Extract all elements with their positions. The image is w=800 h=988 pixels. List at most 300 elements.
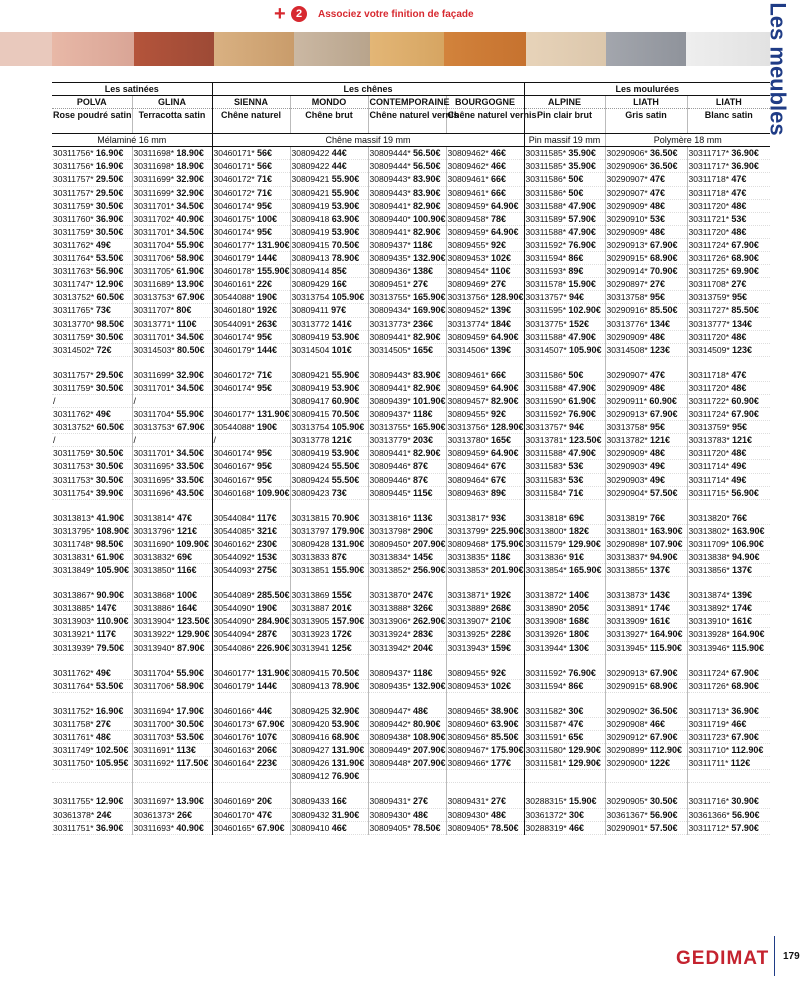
table-row	[52, 394, 770, 407]
finish-name: Chêne brut	[290, 109, 368, 134]
price-cell: 30313855* 137€	[605, 564, 687, 577]
price-cell: 30460164* 223€	[212, 757, 290, 770]
price-cell: 30313887 201€	[290, 602, 368, 615]
price-cell: 30809413 78.90€	[290, 252, 368, 265]
price-cell: 30460168* 109.90€	[213, 487, 290, 498]
price-cell: 30809415 70.50€	[290, 667, 368, 680]
price-cell	[212, 770, 290, 783]
price-cell: 30311757* 29.50€	[52, 186, 132, 199]
price-cell: 30313888* 326€	[368, 602, 446, 615]
price-cell: 30313928* 164.90€	[687, 628, 770, 641]
table-row	[52, 731, 770, 744]
price-cell: 30809449* 207.90€	[369, 745, 446, 756]
table-row	[52, 551, 770, 564]
price-table	[52, 82, 770, 835]
price-cell: 30809446* 87€	[368, 460, 446, 473]
price-cell: 30311711* 112€	[687, 757, 770, 770]
price-cell: 30313778 121€	[290, 434, 368, 447]
price-cell: 30314509* 123€	[687, 343, 770, 356]
price-cell: 30311727* 85.50€	[687, 304, 770, 317]
price-cell: 30311704* 55.90€	[132, 667, 212, 680]
price-cell: 30290910* 53€	[605, 212, 687, 225]
price-cell: 30313909* 161€	[605, 615, 687, 628]
price-cell: 30290897* 27€	[605, 278, 687, 291]
price-cell: 30313854* 165.90€	[524, 564, 605, 577]
table-row	[52, 641, 770, 654]
price-cell: 30311713* 36.90€	[687, 705, 770, 718]
price-cell: 30809462* 46€	[446, 160, 524, 173]
price-cell: 30809466* 177€	[446, 757, 524, 770]
price-cell: 30313838* 94.90€	[687, 551, 770, 564]
price-cell: 30313889* 268€	[446, 602, 524, 615]
price-cell: 30809448* 207.90€	[369, 758, 446, 769]
price-cell: 30313776* 134€	[605, 317, 687, 330]
price-cell: 30544092* 153€	[212, 551, 290, 564]
price-cell: 30311586* 50€	[524, 173, 605, 186]
group-header-row	[52, 83, 770, 96]
price-cell: 30311595* 102.90€	[524, 304, 605, 317]
price-cell: 30544089* 285.50€	[213, 590, 290, 601]
price-cell: 30809455* 92€	[446, 238, 524, 251]
price-cell: 30311714* 49€	[687, 460, 770, 473]
price-cell: 30460177* 131.90€	[213, 667, 290, 678]
table-row	[52, 421, 770, 434]
price-cell: 30313774* 184€	[446, 317, 524, 330]
price-cell: 30460177* 131.90€	[213, 239, 290, 250]
price-cell: 30313817* 93€	[446, 512, 524, 525]
price-cell: 30311699* 32.90€	[132, 369, 212, 382]
price-cell: 30809410 46€	[290, 821, 368, 834]
price-cell: 30313813* 41.90€	[52, 512, 132, 525]
price-cell: 30311723* 67.90€	[687, 731, 770, 744]
price-cell: 30460171* 56€	[212, 160, 290, 173]
table-row	[52, 705, 770, 718]
price-cell: 30311580* 129.90€	[524, 744, 605, 757]
price-cell: 30311720* 48€	[687, 199, 770, 212]
price-cell: 30311708* 27€	[687, 278, 770, 291]
price-cell: 30313831* 61.90€	[52, 551, 132, 564]
price-cell: 30809441* 82.90€	[368, 330, 446, 343]
finish-name: Terracotta satin	[132, 109, 212, 134]
price-cell: 30809459* 64.90€	[446, 381, 524, 394]
price-cell: 30311585* 35.90€	[524, 147, 605, 160]
price-cell: 30313782* 121€	[605, 434, 687, 447]
price-cell: 30311701* 34.50€	[132, 225, 212, 238]
price-cell	[687, 770, 770, 783]
price-cell: 30460180* 192€	[212, 304, 290, 317]
price-cell: 30460177* 131.90€	[213, 409, 290, 420]
finish-header-row	[52, 109, 770, 134]
price-cell: 30313856* 137€	[687, 564, 770, 577]
price-cell: 30290909* 48€	[605, 330, 687, 343]
price-cell: 30311695* 33.50€	[132, 460, 212, 473]
material-label: Pin massif 19 mm	[524, 134, 605, 147]
price-cell: 30290911* 60.90€	[605, 394, 687, 407]
table-row	[52, 369, 770, 382]
model-name: BOURGOGNE	[446, 96, 524, 109]
model-name: LIATH	[687, 96, 770, 109]
table-row	[52, 447, 770, 460]
price-cell: 30809424 55.50€	[290, 473, 368, 486]
price-cell: 30290901* 57.50€	[605, 821, 687, 834]
price-cell: 30460174* 95€	[212, 381, 290, 394]
table-row	[52, 628, 770, 641]
finish-name: Blanc satin	[687, 109, 770, 134]
price-cell: 30809454* 110€	[446, 265, 524, 278]
material-header-row	[52, 134, 770, 147]
price-cell: /	[132, 434, 212, 447]
price-cell: 30809405* 78.50€	[446, 821, 524, 834]
group-label: Les satinées	[52, 83, 212, 96]
price-cell: 30460174* 95€	[212, 199, 290, 212]
price-cell: 30313757* 94€	[524, 421, 605, 434]
price-cell: 30311720* 48€	[687, 225, 770, 238]
price-cell: 30313923 172€	[290, 628, 368, 641]
price-cell: 30311752* 16.90€	[52, 705, 132, 718]
price-cell: 30361372* 30€	[524, 808, 605, 821]
finish-banner	[0, 0, 770, 32]
table-row	[52, 252, 770, 265]
price-cell: 30809469* 27€	[446, 278, 524, 291]
table-row	[52, 512, 770, 525]
step-number-badge: 2	[291, 6, 307, 22]
price-cell: 30313904* 123.50€	[132, 615, 212, 628]
price-cell: 30809428 131.90€	[290, 537, 368, 550]
price-cell: 30311707* 80€	[132, 304, 212, 317]
model-name: CONTEMPORAINE	[369, 97, 450, 108]
table-row	[52, 744, 770, 757]
price-cell: 30313777* 134€	[687, 317, 770, 330]
price-cell: 30809433 16€	[290, 795, 368, 808]
price-cell: 30313892* 174€	[687, 602, 770, 615]
model-name: MONDO	[290, 96, 368, 109]
price-cell: 30809445* 115€	[368, 486, 446, 499]
price-cell: 30809435* 132.90€	[369, 680, 446, 691]
finish-name: Chêne naturel vernis	[368, 109, 446, 134]
price-cell: 30311578* 15.90€	[524, 278, 605, 291]
section-gap	[52, 654, 770, 667]
price-cell: 30311588* 47.90€	[524, 447, 605, 460]
price-cell: 30311586* 50€	[524, 186, 605, 199]
price-cell: 30313837* 94.90€	[605, 551, 687, 564]
section-gap	[52, 577, 770, 590]
price-cell: 30313799* 225.90€	[447, 525, 524, 536]
price-cell: 30809412 76.90€	[290, 770, 368, 783]
price-cell: 30311756* 16.90€	[52, 160, 132, 173]
price-cell: 30311762* 49€	[52, 408, 132, 421]
price-cell: 30311709* 106.90€	[687, 537, 770, 550]
price-cell: 30544093* 275€	[212, 564, 290, 577]
price-cell: 30809431* 27€	[368, 795, 446, 808]
price-cell: 30809426 131.90€	[290, 757, 368, 770]
price-cell: 30311764* 53.50€	[52, 252, 132, 265]
price-cell: 30311762* 49€	[52, 667, 132, 680]
price-cell: 30460174* 95€	[212, 330, 290, 343]
price-cell: 30313940* 87.90€	[132, 641, 212, 654]
price-cell: 30311699* 32.90€	[132, 173, 212, 186]
price-cell: 30311724* 67.90€	[687, 408, 770, 421]
price-cell: 30809425 32.90€	[290, 705, 368, 718]
price-cell: 30809461* 66€	[446, 369, 524, 382]
swatch-gris	[606, 32, 686, 66]
price-cell: 30290912* 67.90€	[605, 731, 687, 744]
price-cell: 30460172* 71€	[212, 369, 290, 382]
table-row	[52, 667, 770, 680]
price-cell: 30311587* 47€	[524, 717, 605, 730]
price-cell: 30809413 78.90€	[290, 679, 368, 692]
table-row	[52, 602, 770, 615]
price-cell: 30311698* 18.90€	[132, 160, 212, 173]
price-cell: 30544091* 263€	[212, 317, 290, 330]
price-cell: 30311764* 53.50€	[52, 679, 132, 692]
price-cell: 30313795* 108.90€	[52, 524, 132, 537]
price-cell	[605, 770, 687, 783]
price-cell: 30809437* 118€	[368, 667, 446, 680]
price-cell: 30290900* 122€	[605, 757, 687, 770]
price-cell: 30290909* 48€	[605, 381, 687, 394]
price-cell: 30311583* 53€	[524, 473, 605, 486]
price-cell: 30361378* 24€	[52, 808, 132, 821]
finish-name: Chêne naturel vernis	[446, 109, 524, 134]
price-cell: 30311702* 40.90€	[132, 212, 212, 225]
price-cell: 30311758* 27€	[52, 717, 132, 730]
price-cell: 30809464* 67€	[446, 460, 524, 473]
price-cell: 30313941 125€	[290, 641, 368, 654]
price-cell: 30313819* 76€	[605, 512, 687, 525]
price-cell: 30313945* 115.90€	[605, 641, 687, 654]
price-cell: 30809452* 139€	[446, 304, 524, 317]
price-cell: 30311710* 112.90€	[687, 744, 770, 757]
price-cell: 30809468* 175.90€	[447, 538, 524, 549]
price-cell: 30311585* 35.90€	[524, 160, 605, 173]
price-cell: 30809461* 66€	[446, 173, 524, 186]
price-cell: 30809461* 66€	[446, 186, 524, 199]
price-cell: 30460166* 44€	[212, 705, 290, 718]
price-cell: 30311592* 76.90€	[524, 408, 605, 421]
page-number: 179	[783, 951, 800, 962]
price-cell: 30313872* 140€	[524, 589, 605, 602]
swatch-chene-naturel	[214, 32, 294, 66]
price-cell: 30313802* 163.90€	[687, 524, 770, 537]
table-row	[52, 304, 770, 317]
table-row	[52, 147, 770, 160]
price-cell: 30311718* 47€	[687, 173, 770, 186]
price-cell: 30460179* 144€	[212, 679, 290, 692]
price-cell: 30313754 105.90€	[290, 291, 368, 304]
footer-divider	[774, 936, 775, 976]
table-row	[52, 821, 770, 834]
price-cell: 30311590* 61.90€	[524, 394, 605, 407]
material-label: Mélaminé 16 mm	[52, 134, 212, 147]
price-cell: 30313752* 60.50€	[52, 291, 132, 304]
price-cell: 30313867* 90.90€	[52, 589, 132, 602]
price-cell: 30809419 53.90€	[290, 447, 368, 460]
swatch-pin-clair	[526, 32, 606, 66]
price-cell: 30809446* 87€	[368, 473, 446, 486]
price-cell: 30311706* 58.90€	[132, 252, 212, 265]
price-cell: 30290913* 67.90€	[605, 667, 687, 680]
price-cell: 30313758* 95€	[605, 421, 687, 434]
price-cell: 30313836* 91€	[524, 551, 605, 564]
price-cell: 30460170* 47€	[212, 808, 290, 821]
price-cell: 30313885* 147€	[52, 602, 132, 615]
table-row	[52, 160, 770, 173]
price-cell: 30313926* 180€	[524, 628, 605, 641]
price-cell: 30290914* 70.90€	[605, 265, 687, 278]
table-row	[52, 770, 770, 783]
price-cell: 30313905 157.90€	[290, 615, 368, 628]
price-cell: 30311592* 76.90€	[524, 238, 605, 251]
price-cell: 30361373* 26€	[132, 808, 212, 821]
price-cell: 30809453* 102€	[446, 252, 524, 265]
price-cell: 30290899* 112.90€	[605, 744, 687, 757]
price-cell: 30313780* 165€	[446, 434, 524, 447]
table-row	[52, 212, 770, 225]
price-cell: 30313753* 67.90€	[132, 291, 212, 304]
price-cell: 30311762* 49€	[52, 238, 132, 251]
price-cell: 30809444* 56.50€	[368, 160, 446, 173]
price-cell: 30311759* 30.50€	[52, 447, 132, 460]
price-cell: 30311714* 49€	[687, 473, 770, 486]
price-cell: 30313921* 117€	[52, 628, 132, 641]
price-cell: 30290903* 49€	[605, 473, 687, 486]
price-cell: 30809432 31.90€	[290, 808, 368, 821]
plus-icon: +	[274, 3, 286, 25]
table-row	[52, 524, 770, 537]
price-cell: 30290903* 49€	[605, 460, 687, 473]
section-gap	[52, 356, 770, 369]
price-cell: 30314508* 123€	[605, 343, 687, 356]
price-cell	[446, 770, 524, 783]
price-cell: 30313868* 100€	[132, 589, 212, 602]
price-cell: 30313816* 113€	[368, 512, 446, 525]
price-cell: 30313939* 79.50€	[52, 641, 132, 654]
price-cell: 30313772 141€	[290, 317, 368, 330]
price-cell: 30313752* 60.50€	[52, 421, 132, 434]
price-cell: 30311719* 46€	[687, 717, 770, 730]
price-cell: 30313796* 121€	[132, 524, 212, 537]
price-cell: 30311594* 86€	[524, 252, 605, 265]
price-cell: 30311692* 117.50€	[132, 757, 212, 770]
price-cell: 30313910* 161€	[687, 615, 770, 628]
price-cell: 30809419 53.90€	[290, 381, 368, 394]
price-cell: 30311698* 18.90€	[132, 147, 212, 160]
price-cell: 30809456* 85.50€	[446, 731, 524, 744]
finish-name: Rose poudré satin	[52, 109, 132, 134]
price-cell: 30313924* 283€	[368, 628, 446, 641]
model-name: SIENNA	[212, 96, 290, 109]
price-cell: 30311759* 30.50€	[52, 330, 132, 343]
price-cell: 30311749* 102.50€	[52, 744, 132, 757]
model-name: GLINA	[132, 96, 212, 109]
price-cell	[52, 770, 132, 783]
price-cell: 30311693* 40.90€	[132, 821, 212, 834]
table-row	[52, 199, 770, 212]
price-cell: 30809411 97€	[290, 304, 368, 317]
price-cell: 30290909* 48€	[605, 225, 687, 238]
price-cell: 30313832* 69€	[132, 551, 212, 564]
price-cell: 30313922* 129.90€	[132, 628, 212, 641]
price-cell: 30809455* 92€	[446, 667, 524, 680]
table-row	[52, 473, 770, 486]
price-cell: 30290898* 107.90€	[605, 537, 687, 550]
price-cell: 30313783* 121€	[687, 434, 770, 447]
price-cell: 30809458* 78€	[446, 212, 524, 225]
table-row	[52, 757, 770, 770]
price-cell: 30311759* 30.50€	[52, 199, 132, 212]
brand-logo: GEDIMAT	[676, 948, 770, 969]
price-cell: 30809405* 78.50€	[368, 821, 446, 834]
table-row	[52, 265, 770, 278]
price-cell: 30809414 85€	[290, 265, 368, 278]
price-cell: 30311748* 98.50€	[52, 537, 132, 550]
price-cell: 30460163* 206€	[212, 744, 290, 757]
price-cell: 30311701* 34.50€	[132, 330, 212, 343]
price-cell: 30311720* 48€	[687, 330, 770, 343]
price-cell: 30314503* 80.50€	[132, 343, 212, 356]
price-cell: 30311584* 71€	[524, 486, 605, 499]
price-cell: 30809441* 82.90€	[368, 447, 446, 460]
price-cell: 30311757* 29.50€	[52, 173, 132, 186]
price-cell: 30290913* 67.90€	[605, 408, 687, 421]
price-cell: 30313908* 168€	[524, 615, 605, 628]
price-cell: 30314507* 105.90€	[524, 343, 605, 356]
price-cell: 30460162* 230€	[212, 537, 290, 550]
swatch-rose	[0, 32, 52, 66]
price-cell: 30809462* 46€	[446, 147, 524, 160]
price-cell: 30313850* 116€	[132, 564, 212, 577]
table-row	[52, 225, 770, 238]
price-cell: 30460171* 56€	[212, 147, 290, 160]
swatch-rose-poudre	[52, 32, 134, 66]
swatch-chene-brut	[294, 32, 370, 66]
price-cell: 30809441* 82.90€	[368, 199, 446, 212]
price-cell: 30809441* 82.90€	[368, 225, 446, 238]
price-cell: 30809453* 102€	[446, 679, 524, 692]
price-cell: 30311726* 68.90€	[687, 252, 770, 265]
price-cell: 30313779* 203€	[368, 434, 446, 447]
price-cell: 30290904* 57.50€	[605, 486, 687, 499]
section-gap	[52, 783, 770, 796]
price-cell: 30311763* 56.90€	[52, 265, 132, 278]
section-gap	[52, 499, 770, 512]
price-cell: 30313890* 205€	[524, 602, 605, 615]
price-cell: 30313814* 47€	[132, 512, 212, 525]
price-cell: 30809443* 83.90€	[368, 369, 446, 382]
model-name: LIATH	[605, 96, 687, 109]
price-cell: 30311722* 60.90€	[687, 394, 770, 407]
price-cell: 30809422 44€	[290, 160, 368, 173]
price-cell: 30313759* 95€	[687, 291, 770, 304]
price-cell: 30809415 70.50€	[290, 238, 368, 251]
price-cell: 30314502* 72€	[52, 343, 132, 356]
price-cell: 30311588* 47.90€	[524, 225, 605, 238]
price-cell: 30313851 155.90€	[290, 564, 368, 577]
price-cell: 30460174* 95€	[212, 225, 290, 238]
price-cell: 30313944* 130€	[524, 641, 605, 654]
price-cell: 30311747* 12.90€	[52, 278, 132, 291]
price-cell: 30460167* 95€	[212, 460, 290, 473]
price-cell: 30311695* 33.50€	[132, 473, 212, 486]
price-cell: 30311765* 73€	[52, 304, 132, 317]
price-cell: 30290906* 36.50€	[605, 147, 687, 160]
price-cell: 30313798* 290€	[368, 524, 446, 537]
price-cell: 30314506* 139€	[446, 343, 524, 356]
price-cell: 30313871* 192€	[446, 589, 524, 602]
table-row	[52, 717, 770, 730]
price-cell: 30460179* 144€	[212, 343, 290, 356]
finish-name: Chêne naturel	[212, 109, 290, 134]
